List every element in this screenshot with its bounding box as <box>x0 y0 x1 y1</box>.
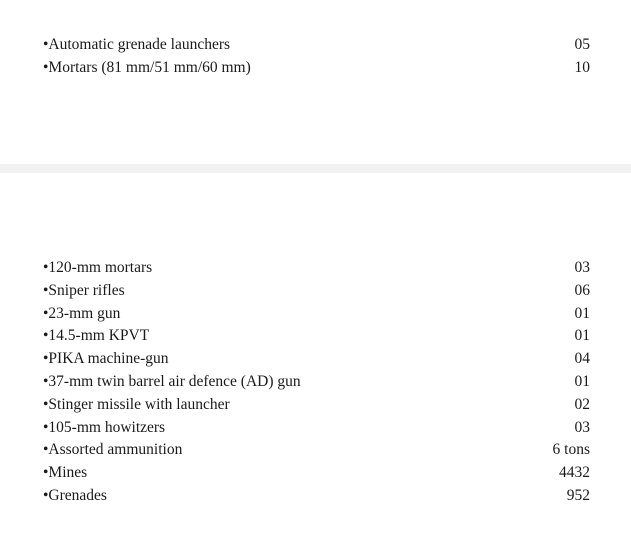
item-name: •23-mm gun <box>43 304 121 322</box>
item-quantity: 02 <box>574 395 590 413</box>
item-name: •120-mm mortars <box>43 259 153 276</box>
item-quantity: 10 <box>574 58 590 76</box>
item-name: •Assorted ammunition <box>43 441 183 459</box>
list-item <box>43 417 590 440</box>
list-item <box>43 34 590 57</box>
item-name: •Mortars (81 mm/51 mm/60 mm) <box>43 58 251 76</box>
list-item <box>43 303 590 326</box>
item-name: •37-mm twin barrel air defence (AD) gun <box>43 372 301 390</box>
item-name: •PIKA machine-gun <box>43 350 169 368</box>
list-item <box>43 394 590 417</box>
item-quantity: 03 <box>574 259 590 276</box>
item-name: •105-mm howitzers <box>43 418 166 436</box>
list-item <box>43 280 590 303</box>
item-quantity: 03 <box>574 418 590 436</box>
item-name: •Grenades <box>43 486 107 504</box>
item-quantity: 6 tons <box>552 441 590 459</box>
item-name: •14.5-mm KPVT <box>43 327 150 345</box>
top-item-list <box>43 34 590 80</box>
item-quantity: 01 <box>574 372 590 390</box>
list-item <box>43 462 590 485</box>
item-quantity: 01 <box>574 327 590 345</box>
item-quantity: 05 <box>574 36 590 53</box>
list-item <box>43 485 590 508</box>
bottom-item-list <box>43 257 590 508</box>
list-item <box>43 57 590 80</box>
item-quantity: 06 <box>574 281 590 299</box>
item-quantity: 04 <box>574 350 590 368</box>
item-name: •Mines <box>43 464 88 482</box>
item-quantity: 952 <box>566 486 590 504</box>
item-name: •Stinger missile with launcher <box>43 395 230 413</box>
list-item <box>43 348 590 371</box>
list-item <box>43 257 590 280</box>
list-item <box>43 325 590 348</box>
item-name: •Automatic grenade launchers <box>43 36 231 53</box>
list-item <box>43 439 590 462</box>
list-item <box>43 371 590 394</box>
item-name: •Sniper rifles <box>43 281 125 299</box>
item-quantity: 01 <box>574 304 590 322</box>
item-quantity: 4432 <box>559 464 590 482</box>
page-divider <box>0 164 631 173</box>
